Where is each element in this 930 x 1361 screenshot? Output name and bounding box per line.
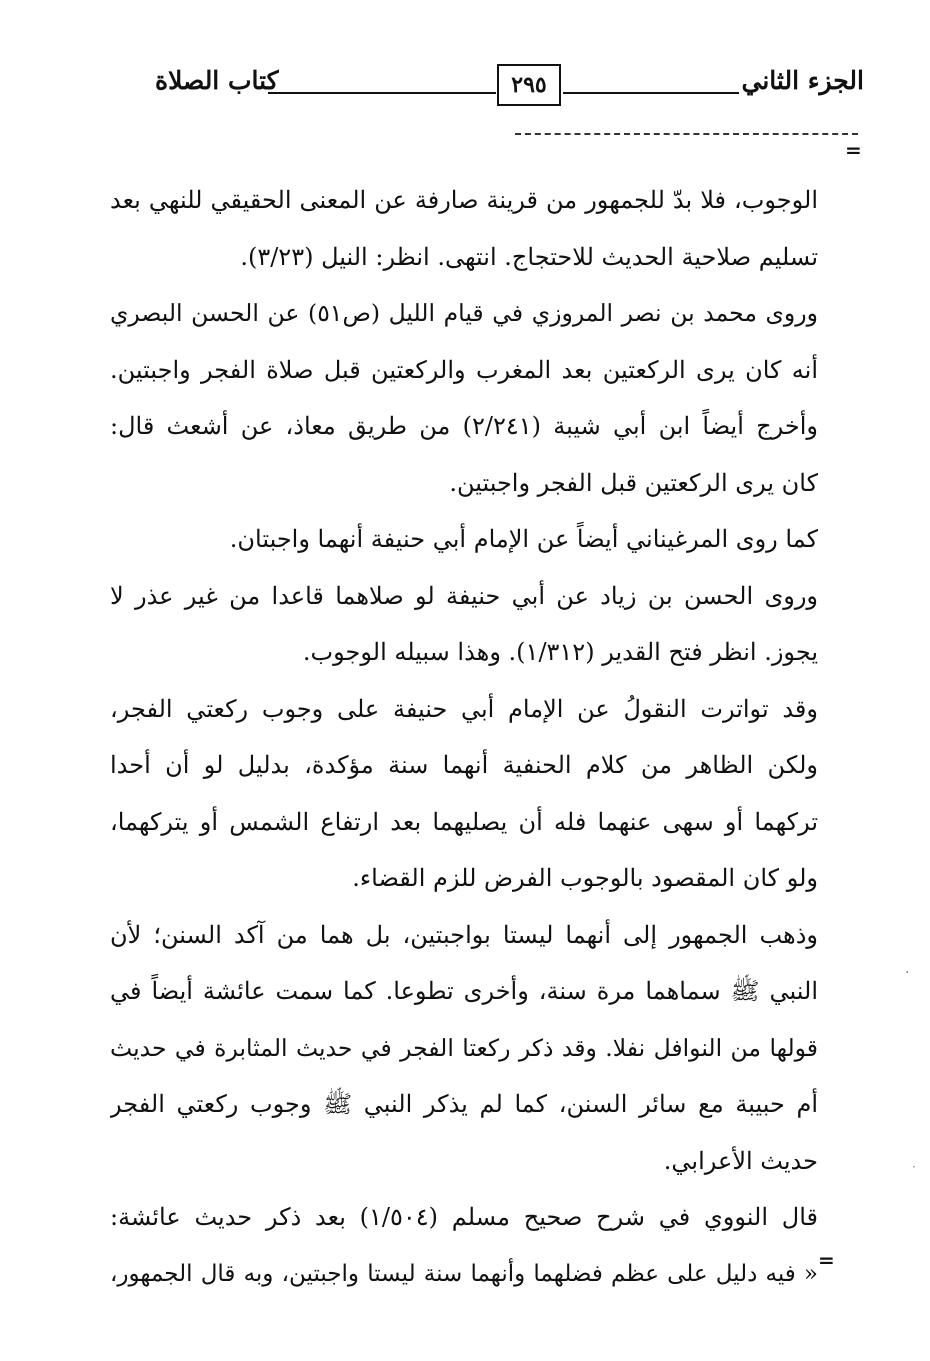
text-line: تركهما أو سهى عنهما فله أن يصليهما بعد ارتفاع الشمس أو يتركهما، — [110, 807, 818, 836]
dashed-separator — [515, 133, 858, 135]
text-line: أنه كان يرى الركعتين بعد المغرب والركعتين قبل صلاة الفجر واجبتين. — [110, 355, 818, 384]
volume-title: الجزء الثاني — [741, 66, 864, 95]
chapter-title: كتاب الصلاة — [155, 66, 279, 95]
text-line: قولها من النوافل نفلا. وقد ذكر ركعتا الفجر في حديث المثابرة في حديث — [110, 1033, 818, 1062]
text-line: أم حبيبة مع سائر السنن، كما لم يذكر النبي ﷺ وجوب ركعتي الفجر — [110, 1090, 818, 1118]
text-line: حديث الأعرابي. — [663, 1146, 818, 1175]
text-line: وروى محمد بن نصر المروزي في قيام الليل (ص٥١) عن الحسن البصري — [110, 299, 818, 327]
text-line: ولكن الظاهر من كلام الحنفية أنهما سنة مؤكدة، بدليل لو أن أحدا — [110, 751, 818, 779]
text-line: ولو كان المقصود بالوجوب الفرض للزم القضاء. — [352, 864, 818, 892]
margin-mark-small: · — [912, 1160, 916, 1174]
page-number-box — [497, 64, 561, 106]
text-line: الوجوب، فلا بدّ للجمهور من قرينة صارفة عن المعنى الحقيقي للنهي بعد — [110, 186, 818, 214]
continuation-mark-top: = — [845, 138, 862, 162]
page-number: ٢٩٥ — [511, 72, 547, 98]
text-line: قال النووي في شرح صحيح مسلم (١/٥٠٤) بعد ذكر حديث عائشة: — [110, 1203, 818, 1231]
header-rule-left — [268, 92, 496, 94]
text-line: كان يرى الركعتين قبل الفجر واجبتين. — [449, 468, 818, 497]
text-line: يجوز. انظر فتح القدير (١/٣١٢). وهذا سبيله الوجوب. — [302, 638, 818, 666]
text-line: كما روى المرغيناني أيضاً عن الإمام أبي حنيفة أنهما واجبتان. — [229, 525, 818, 553]
margin-mark: · — [905, 965, 910, 981]
page-header — [0, 62, 930, 122]
text-line: النبي ﷺ سماهما مرة سنة، وأخرى تطوعا. كما سمت عائشة أيضاً في — [110, 977, 818, 1005]
text-line: وروى الحسن بن زياد عن أبي حنيفة لو صلاهما قاعدا من غير عذر لا — [110, 581, 818, 610]
text-line: وقد تواترت النقولُ عن الإمام أبي حنيفة على وجوب ركعتي الفجر، — [110, 694, 818, 723]
text-line: تسليم صلاحية الحديث للاحتجاج. انتهى. انظر: النيل (٣/٢٣). — [240, 242, 818, 271]
text-line: وذهب الجمهور إلى أنهما ليستا بواجبتين، بل هما من آكد السنن؛ لأن — [110, 920, 818, 949]
header-rule-right — [563, 92, 739, 94]
text-line: « فيه دليل على عظم فضلهما وأنهما سنة ليستا واجبتين، وبه قال الجمهور، — [110, 1260, 818, 1287]
continuation-mark-bottom: = — [818, 1248, 835, 1272]
text-line: وأخرج أيضاً ابن أبي شيبة (٢/٢٤١) من طريق معاذ، عن أشعث قال: — [110, 412, 818, 440]
body-text — [110, 172, 818, 1302]
